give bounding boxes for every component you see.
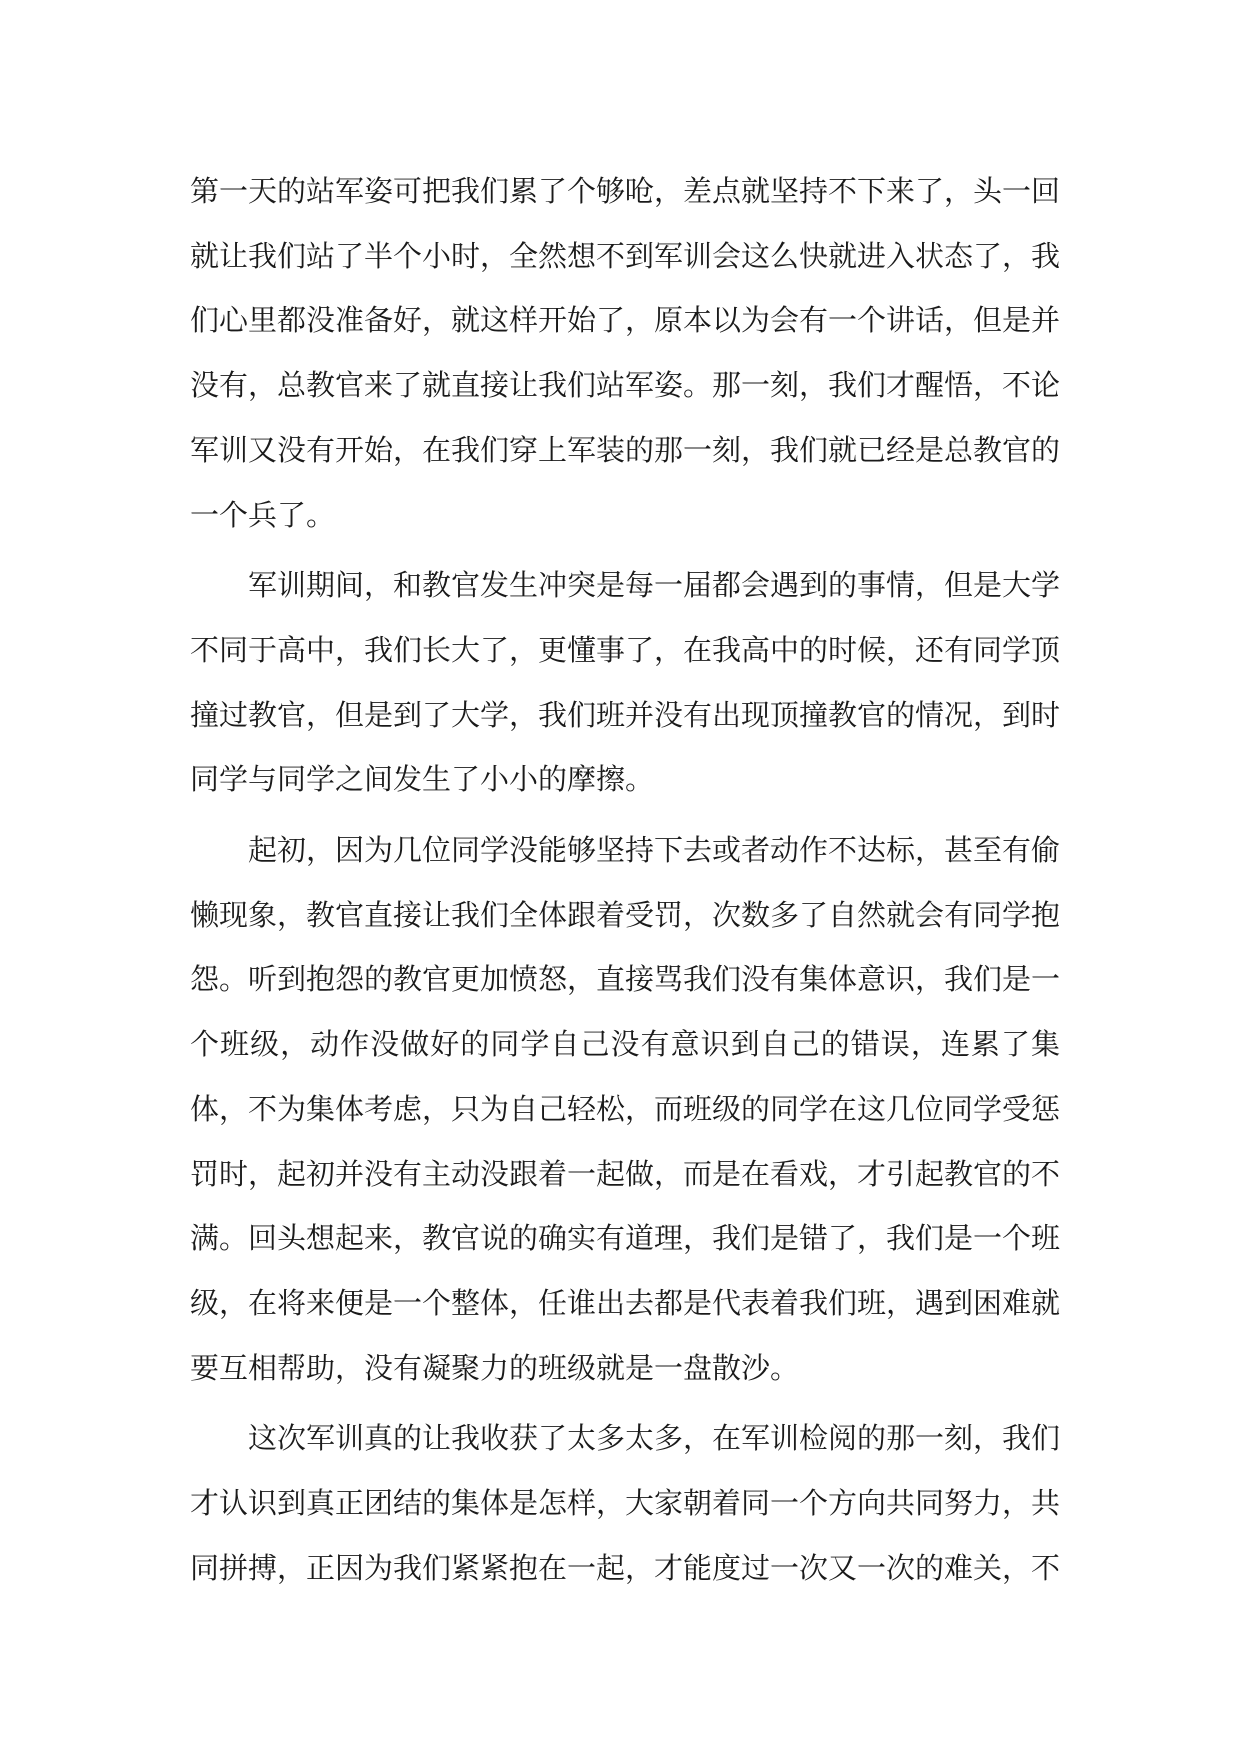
paragraph-2: 军训期间，和教官发生冲突是每一届都会遇到的事情，但是大学不同于高中，我们长大了，更懂事了，在我高中的时候，还有同学顶撞过教官，但是到了大学，我们班并没有出现顶撞教官的情况，到时同学与同学之间发生了小小的摩擦。 <box>190 568 1061 797</box>
document-body <box>190 159 1060 1606</box>
paragraph-1: 第一天的站军姿可把我们累了个够呛，差点就坚持不下来了，头一回就让我们站了半个小时，全然想不到军训会这么快就进入状态了，我们心里都没准备好，就这样开始了，原本以为会有一个讲话，但是并没有，总教官来了就直接让我们站军姿。那一刻，我们才醒悟，不论军训又没有开始，在我们穿上军装的那一刻，我们就已经是总教官的一个兵了。 <box>190 174 1061 532</box>
paragraph-4: 这次军训真的让我收获了太多太多，在军训检阅的那一刻，我们才认识到真正团结的集体是怎样，大家朝着同一个方向共同努力，共同拼搏，正因为我们紧紧抱在一起，才能度过一次又一次的难关，不 <box>190 1421 1061 1585</box>
paragraph-3: 起初，因为几位同学没能够坚持下去或者动作不达标，甚至有偷懒现象，教官直接让我们全体跟着受罚，次数多了自然就会有同学抱怨。听到抱怨的教官更加愤怒，直接骂我们没有集体意识，我们是一个班级，动作没做好的同学自己没有意识到自己的错误，连累了集体，不为集体考虑，只为自己轻松，而班级的同学在这几位同学受惩罚时，起初并没有主动没跟着一起做，而是在看戏，才引起教官的不满。回头想起来，教官说的确实有道理，我们是错了，我们是一个班级，在将来便是一个整体，任谁出去都是代表着我们班，遇到困难就要互相帮助，没有凝聚力的班级就是一盘散沙。 <box>190 833 1061 1385</box>
